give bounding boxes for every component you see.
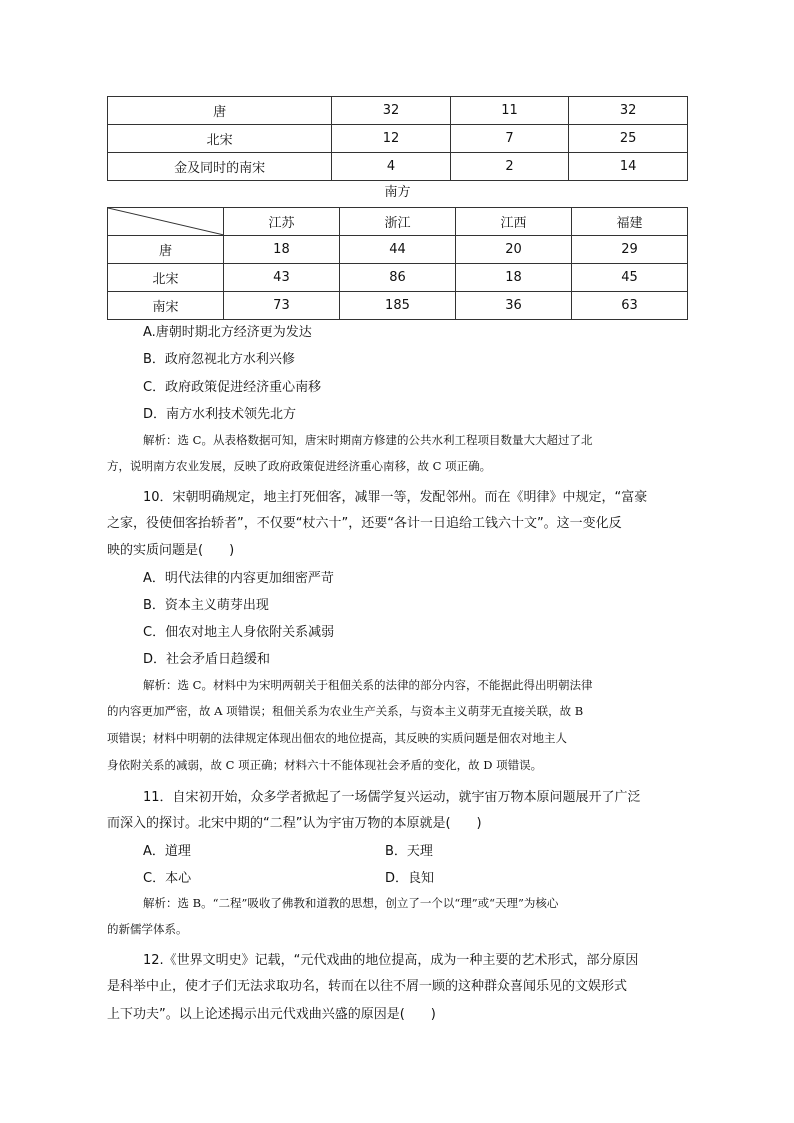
table-cell: 32 xyxy=(332,97,451,125)
q12-stem-line-1: 12.《世界文明史》记载，“元代戏曲的地位提高，成为一种主要的艺术形式，部分原因 xyxy=(143,953,639,968)
q9-option-b: B．政府忽视北方水利兴修 xyxy=(143,352,295,367)
table-row xyxy=(108,236,688,264)
table-row xyxy=(108,264,688,292)
table-cell: 86 xyxy=(339,264,455,292)
row-label: 南宋 xyxy=(108,292,224,320)
diagonal-header-cell xyxy=(108,208,224,236)
table-cell: 25 xyxy=(569,125,688,153)
q11-stem-line-1: 11．自宋初开始，众多学者掀起了一场儒学复兴运动，就宇宙万物本原问题展开了广泛 xyxy=(143,790,641,805)
north-region-table xyxy=(107,96,688,181)
q10-analysis-line-1: 解析：选 C。材料中为宋明两朝关于租佃关系的法律的部分内容，不能据此得出明朝法律 xyxy=(143,678,593,692)
column-header: 江西 xyxy=(456,208,572,236)
table-cell: 185 xyxy=(339,292,455,320)
column-header: 福建 xyxy=(571,208,687,236)
table-cell: 4 xyxy=(332,153,451,181)
q11-stem-line-2: 而深入的探讨。北宋中期的“二程”认为宇宙万物的本原就是( ) xyxy=(107,816,482,831)
row-label: 唐 xyxy=(108,236,224,264)
table-cell: 43 xyxy=(223,264,339,292)
table-cell: 36 xyxy=(456,292,572,320)
table-cell: 73 xyxy=(223,292,339,320)
q10-analysis-line-3: 项错误；材料中明朝的法律规定体现出佃农的地位提高，其反映的实质问题是佃农对地主人 xyxy=(107,731,567,745)
q9-option-c: C．政府政策促进经济重心南移 xyxy=(143,380,322,395)
table-cell: 7 xyxy=(450,125,569,153)
q11-analysis-line-1: 解析：选 B。“二程”吸收了佛教和道教的思想，创立了一个以“理”或“天理”为核心 xyxy=(143,896,559,910)
table-row xyxy=(108,125,688,153)
table-cell: 45 xyxy=(571,264,687,292)
q12-stem-line-3: 上下功夫”。以上论述揭示出元代戏曲兴盛的原因是( ) xyxy=(107,1007,436,1022)
table-header-row xyxy=(108,208,688,236)
row-label: 金及同时的南宋 xyxy=(108,153,332,181)
table-cell: 32 xyxy=(569,97,688,125)
table-cell: 18 xyxy=(223,236,339,264)
row-label: 北宋 xyxy=(108,264,224,292)
table-cell: 44 xyxy=(339,236,455,264)
q10-option-b: B．资本主义萌芽出现 xyxy=(143,598,269,613)
table-cell: 63 xyxy=(571,292,687,320)
q9-option-a: A.唐朝时期北方经济更为发达 xyxy=(143,325,312,340)
q9-analysis-line-1: 解析：选 C。从表格数据可知，唐宋时期南方修建的公共水利工程项目数量大大超过了北 xyxy=(143,433,593,447)
q10-option-c: C．佃农对地主人身依附关系减弱 xyxy=(143,625,335,640)
q10-analysis-line-2: 的内容更加严密，故 A 项错误；租佃关系为农业生产关系，与资本主义萌芽无直接关联，故 B xyxy=(107,704,584,718)
column-header: 江苏 xyxy=(223,208,339,236)
table-cell: 18 xyxy=(456,264,572,292)
south-table-caption: 南方 xyxy=(384,185,411,200)
q10-analysis-line-4: 身依附关系的减弱，故 C 项正确；材料六十不能体现社会矛盾的变化，故 D 项错误。 xyxy=(107,758,543,772)
q9-option-d: D．南方水利技术领先北方 xyxy=(143,407,297,422)
q10-stem-line-2: 之家，役使佃客抬轿者”，不仅要“杖六十”，还要“各计一日追给工钱六十文”。这一变化反 xyxy=(107,516,622,531)
q10-stem-line-3: 映的实质问题是( ) xyxy=(107,543,235,558)
q12-stem-line-2: 是科举中止，使才子们无法求取功名，转而在以往不屑一顾的这种群众喜闻乐见的文娱形式 xyxy=(107,979,628,994)
table-row xyxy=(108,292,688,320)
q9-analysis-line-2: 方，说明南方农业发展，反映了政府政策促进经济重心南移，故 C 项正确。 xyxy=(107,459,492,473)
diagonal-line xyxy=(108,208,224,235)
row-label: 唐 xyxy=(108,97,332,125)
table-row xyxy=(108,97,688,125)
south-region-table xyxy=(107,207,688,320)
q11-option-a: A．道理 xyxy=(143,844,191,859)
q10-option-d: D．社会矛盾日趋缓和 xyxy=(143,652,271,667)
q11-option-b: B．天理 xyxy=(385,844,433,859)
q10-option-a: A．明代法律的内容更加细密严苛 xyxy=(143,571,334,586)
table-cell: 11 xyxy=(450,97,569,125)
table-cell: 12 xyxy=(332,125,451,153)
row-label: 北宋 xyxy=(108,125,332,153)
column-header: 浙江 xyxy=(339,208,455,236)
table-cell: 2 xyxy=(450,153,569,181)
q11-option-c: C．本心 xyxy=(143,871,192,886)
table-row xyxy=(108,153,688,181)
table-cell: 14 xyxy=(569,153,688,181)
q10-stem-line-1: 10．宋朝明确规定，地主打死佃客，减罪一等，发配邻州。而在《明律》中规定，“富豪 xyxy=(143,490,648,505)
table-cell: 29 xyxy=(571,236,687,264)
q11-option-d: D．良知 xyxy=(385,871,435,886)
table-cell: 20 xyxy=(456,236,572,264)
q11-analysis-line-2: 的新儒学体系。 xyxy=(107,922,188,936)
